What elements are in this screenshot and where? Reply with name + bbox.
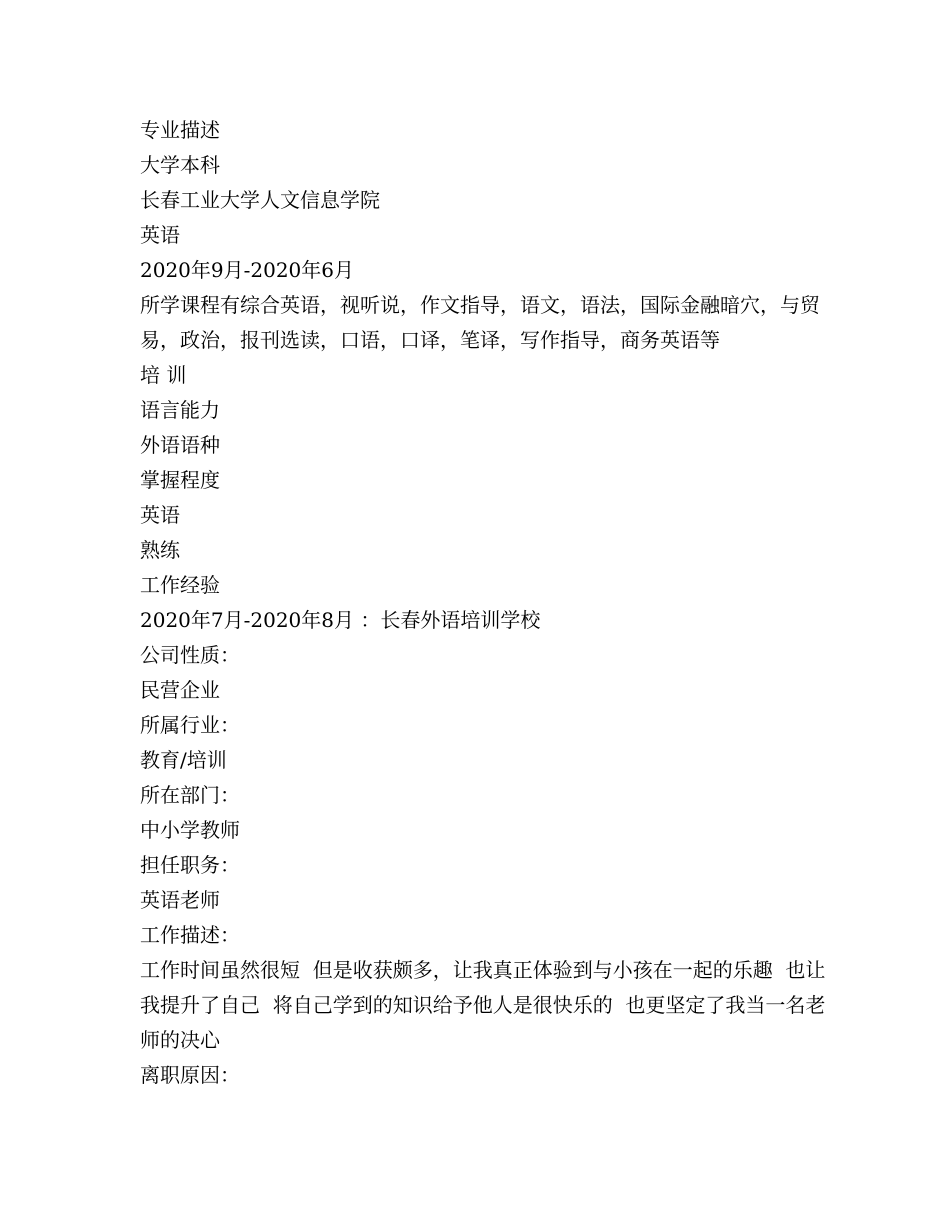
proficiency-label: 掌握程度	[140, 468, 220, 492]
position-value: 英语老师	[140, 888, 220, 912]
section-heading-major-description: 专业描述	[140, 118, 220, 142]
section-heading-training: 培 训	[140, 363, 187, 387]
section-heading-language-ability: 语言能力	[140, 398, 220, 422]
job-description-label: 工作描述：	[140, 923, 240, 947]
leaving-reason-label: 离职原因：	[140, 1063, 240, 1087]
section-heading-work-experience: 工作经验	[140, 573, 220, 597]
major-name: 英语	[140, 223, 180, 247]
language-value: 英语	[140, 503, 180, 527]
company-type-value: 民营企业	[140, 678, 220, 702]
department-label: 所在部门：	[140, 783, 240, 807]
industry-value: 教育/培训	[140, 748, 227, 772]
resume-content	[140, 113, 830, 1093]
study-period: 2020年9月-2020年6月	[140, 258, 355, 282]
degree-level: 大学本科	[140, 153, 220, 177]
job-description-text: 工作时间虽然很短 但是收获颇多，让我真正体验到与小孩在一起的乐趣 也让我提升了自己 将自己学到的知识给予他人是很快乐的 也更坚定了我当一名老师的决心	[140, 958, 826, 1052]
company-type-label: 公司性质：	[140, 643, 240, 667]
work-period-and-employer: 2020年7月-2020年8月 ：长春外语培训学校	[140, 608, 541, 632]
industry-label: 所属行业：	[140, 713, 240, 737]
position-label: 担任职务：	[140, 853, 240, 877]
proficiency-value: 熟练	[140, 538, 180, 562]
department-value: 中小学教师	[140, 818, 240, 842]
course-description: 所学课程有综合英语，视听说，作文指导，语文，语法，国际金融暗穴，与贸易，政治，报刊选读，口语，口译，笔译，写作指导，商务英语等	[140, 293, 820, 352]
school-name: 长春工业大学人文信息学院	[140, 188, 380, 212]
foreign-language-label: 外语语种	[140, 433, 220, 457]
